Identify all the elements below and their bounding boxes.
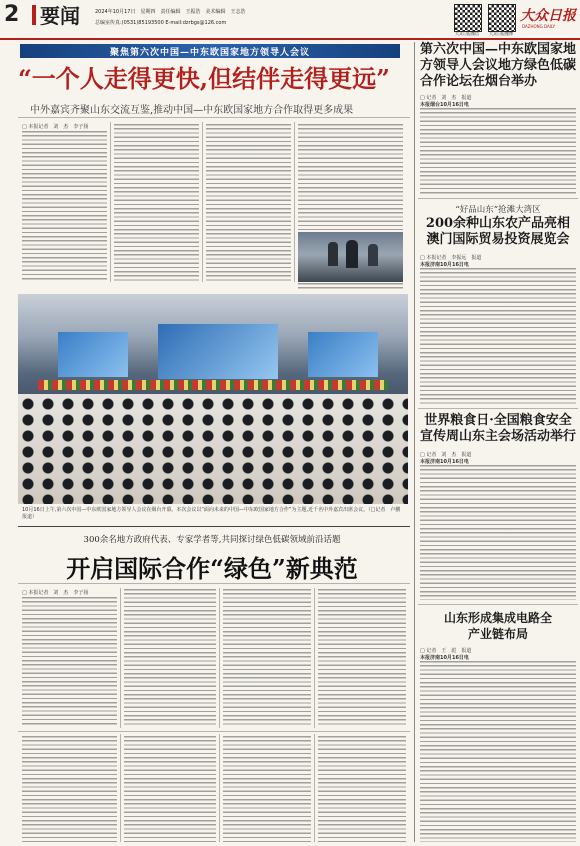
green-headline-rule [18,583,410,584]
right-rule-2 [418,408,578,409]
right-story-2-dateline: 本报济南10月16日电 [420,262,469,268]
right-story-3-body [420,465,576,600]
qr-label-2: 大众日报微博 [489,31,513,36]
right-story-1-headline: 第六次中国—中东欧国家地方领导人会议地方绿色低碳合作论坛在烟台举办 [420,42,577,89]
section-rule [18,526,410,527]
right-story-1-byline: □ 记者 刘 杰 报道 [420,95,472,101]
right-story-1-body [420,108,576,194]
right-story-4-dateline: 本报济南10月16日电 [420,655,469,661]
right-story-1-dateline: 本报烟台10月16日电 [420,102,469,108]
newspaper-logo: 大众日报 [520,8,576,24]
stage-screen-center [158,324,278,379]
masthead-rule [0,38,580,40]
col-divider [314,734,315,842]
right-story-2-kicker: “好品山东”抢滩大湾区 [455,205,541,215]
right-rule-3 [418,604,578,605]
bottom-body-col-4 [318,736,406,842]
qr-code-2 [488,4,516,32]
right-story-3-dateline: 本报济南10月16日电 [420,459,469,465]
stage-flowers [38,380,388,390]
right-story-2-byline: □ 本报记者 李振远 报道 [420,255,482,261]
right-story-2-body [420,268,576,404]
lead-body-col-3 [206,124,291,282]
lead-body-col-4 [298,124,403,230]
right-story-4-byline: □ 记者 王 彪 报道 [420,648,472,654]
col-divider [314,588,315,728]
lead-body-col-1 [22,131,107,281]
conference-photo [18,294,408,504]
green-body-col-2 [124,589,216,727]
stage-screen-left [58,332,128,377]
bottom-body-col-1 [22,736,117,842]
audience-rows [18,394,408,504]
section-title: 要闻 [40,4,80,28]
green-kicker: 300余名地方政府代表、专家学者等,共同探讨绿色低碳领域前沿话题 [83,535,341,545]
topic-banner-text: 聚焦第六次中国—中东欧国家地方领导人会议 [109,48,310,58]
hotline-line: 总编室传真:(0531)85193500 E-mail:dzrbgs@126.com [95,20,227,26]
right-story-4-headline: 山东形成集成电路全产业链布局 [443,611,552,641]
page-number: 2 [4,2,20,27]
inset-photo-caption [298,283,403,291]
bottom-body-col-2 [124,736,216,842]
green-body-col-1 [22,597,117,727]
col-divider [202,122,203,282]
stage-screen-right [308,332,378,377]
right-rule-1 [418,198,578,199]
right-story-3-byline: □ 记者 刘 杰 报道 [420,452,472,458]
col-divider [294,122,295,282]
page-column-divider [414,42,415,842]
qr-label-1: 大众日报微信 [455,31,479,36]
col-divider [110,122,111,282]
green-headline: 开启国际合作“绿色”新典范 [66,554,358,583]
col-divider [219,734,220,842]
bottom-rule [18,731,410,732]
lead-headline: “一个人走得更快,但结伴走得更远” [18,64,390,93]
date-line: 2024年10月17日 星期四 责任编辑 王振浩 美术编辑 王志浩 [95,9,246,15]
right-story-3-headline: 世界粮食日·全国粮食安全宣传周山东主会场活动举行 [420,413,577,444]
col-divider [120,588,121,728]
inset-photo [298,232,403,282]
masthead [0,0,580,40]
col-divider [219,588,220,728]
lead-body-col-2 [114,124,199,282]
conference-photo-caption: 10月16日上午,第六次中国—中东欧国家地方领导人会议在烟台开幕。本次会议以“面向未来的中国—中东欧国家地方合作”为主题,近千名中外嘉宾出席会议。（□记者 卢鹏 报道） [22,507,401,520]
section-marker [32,5,36,25]
green-body-col-3 [223,589,311,727]
green-byline: □ 本报记者 刘 杰 李子扬 [22,590,89,596]
lead-subhead: 中外嘉宾齐聚山东交流互鉴,推动中国—中东欧国家地方合作取得更多成果 [30,105,354,116]
lead-subhead-rule [18,117,410,118]
topic-banner [20,44,400,58]
newspaper-logo-sub: DAZHONG DAILY [522,24,556,29]
bottom-body-col-3 [223,736,311,842]
right-story-2-headline: 200余种山东农产品亮相澳门国际贸易投资展览会 [425,216,571,247]
right-story-4-body [420,661,576,842]
lead-byline: □ 本报记者 刘 杰 李子扬 [22,124,89,130]
col-divider [120,734,121,842]
qr-code-1 [454,4,482,32]
green-body-col-4 [318,589,406,727]
